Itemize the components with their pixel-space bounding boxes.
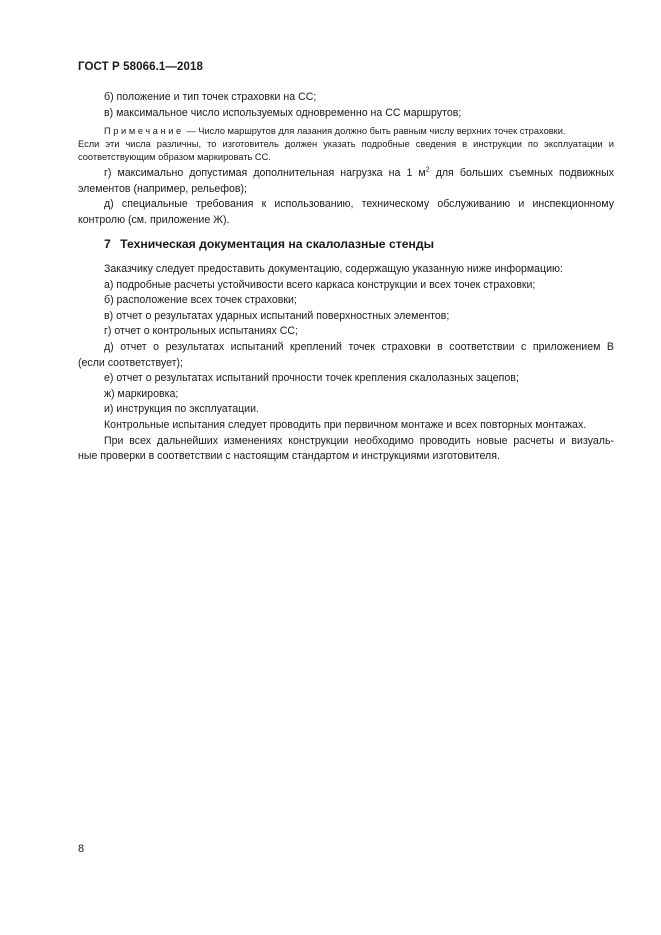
list-item-line: г) максимально допустимая дополнительная нагрузка на 1 $м^2$ для больших съемных подвижных xyxy=(104,166,614,179)
list-item-d xyxy=(78,197,614,228)
section-number: 7 xyxy=(104,237,111,251)
final-paragraph-line: При всех дальнейших изменениях конструкции необходимо проводить новые расчеты и визуаль- xyxy=(104,434,614,447)
page-number: 8 xyxy=(78,843,85,855)
section-body xyxy=(78,262,614,465)
note-label: Примечание xyxy=(104,126,184,136)
note-block xyxy=(78,125,614,165)
list-item: б) расположение всех точек страховки; xyxy=(104,294,297,307)
list-item: б) положение и тип точек страховки на СС; xyxy=(104,91,317,103)
list-item: д) отчет о результатах испытаний креплений точек страховки в соответствии с приложением В xyxy=(104,340,614,353)
list-item-line: элементов (например, рельефов); xyxy=(78,182,247,195)
list-item: в) отчет о результатах ударных испытаний поверхностных элементов; xyxy=(104,309,450,322)
control-tests-paragraph: Контрольные испытания следует проводить при первичном монтаже и всех повторных монтажах. xyxy=(104,418,587,431)
final-paragraph-line: ные проверки в соответствии с настоящим стандартом и инструкциями изготовителя. xyxy=(78,450,500,463)
list-item: а) подробные расчеты устойчивости всего каркаса конструкции и всех точек страховки; xyxy=(104,278,536,291)
list-item: в) максимальное число используемых одновременно на СС маршрутов; xyxy=(104,106,462,119)
list-item: и) инструкция по эксплуатации. xyxy=(104,403,259,416)
note-line: Если эти числа различны, то изготовитель должен указать подробные сведения в инструкции по эксплуатации и xyxy=(78,139,614,150)
list-item-continuation: (если соответствует); xyxy=(78,356,183,369)
list-item-line: д) специальные требования к использованию, техническому обслуживанию и инспекционному xyxy=(104,198,614,210)
list-item: е) отчет о результатах испытаний прочности точек крепления скалолазных зацепов; xyxy=(104,372,519,385)
section-intro: Заказчику следует предоставить документацию, содержащую указанную ниже информацию: xyxy=(104,263,563,275)
list-item: г) отчет о контрольных испытаниях СС; xyxy=(104,325,299,338)
document-header: ГОСТ Р 58066.1—2018 xyxy=(78,61,203,73)
section-heading xyxy=(104,237,434,251)
section-title: Техническая документация на скалолазные стенды xyxy=(120,237,434,251)
note-line: соответствующим образом маркировать СС. xyxy=(78,152,271,163)
list-item-line: контролю (см. приложение Ж). xyxy=(78,213,230,226)
list-item-g xyxy=(78,166,614,197)
list-continuation xyxy=(78,90,614,121)
note-line: Примечание — Число маршрутов для лазания должно быть равным числу верхних точек страховки. xyxy=(104,126,566,136)
list-item: ж) маркировка; xyxy=(104,387,179,400)
